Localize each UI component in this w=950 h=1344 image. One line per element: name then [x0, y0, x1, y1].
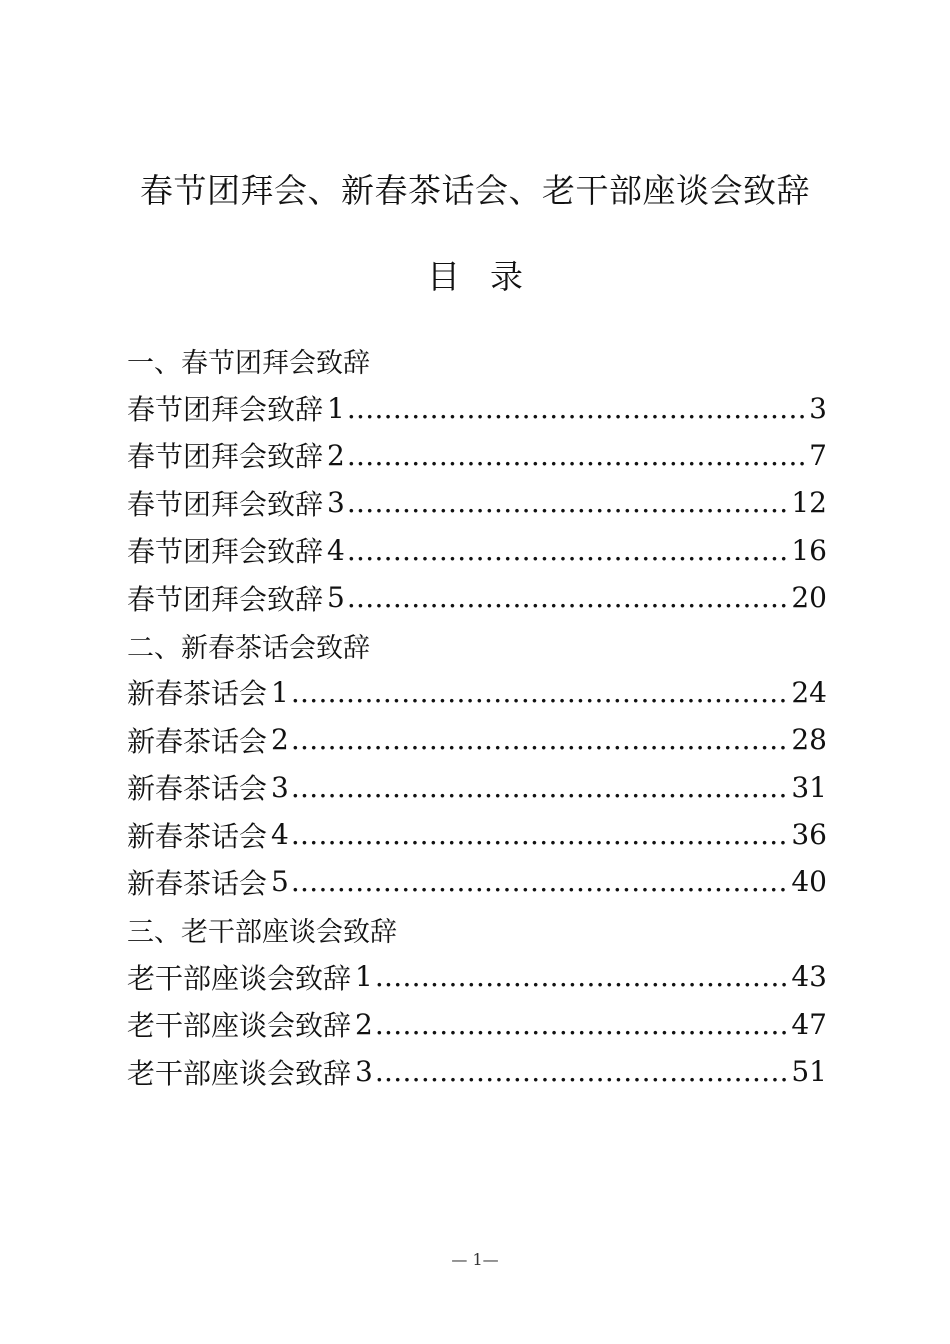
- toc-page-number: 20: [791, 581, 827, 615]
- toc-page-number: 24: [791, 675, 827, 709]
- toc-entry-title: 春节团拜会致辞: [127, 393, 324, 427]
- dot-leader: [347, 439, 807, 472]
- toc-entry-title: 春节团拜会致辞: [127, 535, 324, 569]
- toc-entry-number: 3: [327, 486, 345, 520]
- dot-leader: [375, 960, 790, 993]
- dot-leader: [375, 1008, 790, 1041]
- toc-entry-title: 新春茶话会: [127, 866, 268, 900]
- toc-page-number: 31: [791, 770, 827, 804]
- toc-entry-number: 2: [355, 1007, 373, 1041]
- table-of-contents: [127, 337, 827, 1095]
- toc-entry-number: 5: [327, 581, 345, 615]
- toc-entry-title: 春节团拜会致辞: [127, 582, 324, 616]
- toc-section-heading: [127, 337, 827, 384]
- toc-heading: 目录: [427, 257, 553, 296]
- toc-entry-title: 新春茶话会: [127, 677, 268, 711]
- toc-entry-title: 春节团拜会致辞: [127, 440, 324, 474]
- dot-leader: [347, 486, 790, 519]
- toc-entry[interactable]: [127, 811, 827, 858]
- page-footer: — 1—: [451, 1250, 499, 1269]
- toc-entry-number: 2: [271, 723, 289, 757]
- toc-entry-number: 4: [327, 533, 345, 567]
- toc-page-number: 16: [791, 533, 827, 567]
- dot-leader: [291, 723, 790, 756]
- toc-page-number: 3: [809, 391, 827, 425]
- toc-entry-title: 新春茶话会: [127, 772, 268, 806]
- section-heading-text: 一、春节团拜会致辞: [127, 348, 370, 380]
- toc-entry-title: 新春茶话会: [127, 819, 268, 853]
- toc-entry[interactable]: [127, 1048, 827, 1095]
- dot-leader: [291, 771, 790, 804]
- toc-entry[interactable]: [127, 432, 827, 479]
- toc-entry-number: 2: [327, 438, 345, 472]
- toc-entry[interactable]: [127, 764, 827, 811]
- toc-entry[interactable]: [127, 574, 827, 621]
- toc-entry[interactable]: [127, 1000, 827, 1047]
- toc-page-number: 28: [791, 723, 827, 757]
- dot-leader: [347, 392, 807, 425]
- toc-entry[interactable]: [127, 953, 827, 1000]
- toc-page-number: 36: [791, 818, 827, 852]
- toc-entry-title: 老干部座谈会致辞: [127, 1056, 352, 1090]
- toc-entry-number: 3: [271, 770, 289, 804]
- toc-entry-title: 老干部座谈会致辞: [127, 1009, 352, 1043]
- section-heading-text: 二、新春茶话会致辞: [127, 632, 370, 664]
- toc-entry[interactable]: [127, 479, 827, 526]
- toc-page-number: 51: [791, 1055, 827, 1089]
- toc-page-number: 12: [791, 486, 827, 520]
- toc-entry-number: 3: [355, 1055, 373, 1089]
- toc-entry-number: 5: [271, 865, 289, 899]
- toc-section-heading: [127, 906, 827, 953]
- toc-page-number: 47: [791, 1007, 827, 1041]
- document-title: 春节团拜会、新春茶话会、老干部座谈会致辞: [140, 171, 810, 210]
- dot-leader: [347, 534, 790, 567]
- toc-entry-title: 老干部座谈会致辞: [127, 961, 352, 995]
- toc-section-heading: [127, 621, 827, 668]
- dot-leader: [291, 676, 790, 709]
- toc-entry[interactable]: [127, 669, 827, 716]
- toc-entry-number: 1: [327, 391, 345, 425]
- dot-leader: [375, 1055, 790, 1088]
- dot-leader: [291, 865, 790, 898]
- section-heading-text: 三、老干部座谈会致辞: [127, 916, 397, 948]
- toc-entry-number: 1: [355, 960, 373, 994]
- dot-leader: [347, 581, 790, 614]
- toc-page-number: 7: [809, 438, 827, 472]
- toc-entry-title: 新春茶话会: [127, 724, 268, 758]
- toc-entry[interactable]: [127, 384, 827, 431]
- toc-entry-number: 4: [271, 818, 289, 852]
- toc-entry[interactable]: [127, 858, 827, 905]
- toc-entry[interactable]: [127, 527, 827, 574]
- toc-entry-number: 1: [271, 675, 289, 709]
- dot-leader: [291, 818, 790, 851]
- toc-entry[interactable]: [127, 716, 827, 763]
- toc-entry-title: 春节团拜会致辞: [127, 487, 324, 521]
- toc-page-number: 43: [791, 960, 827, 994]
- toc-page-number: 40: [791, 865, 827, 899]
